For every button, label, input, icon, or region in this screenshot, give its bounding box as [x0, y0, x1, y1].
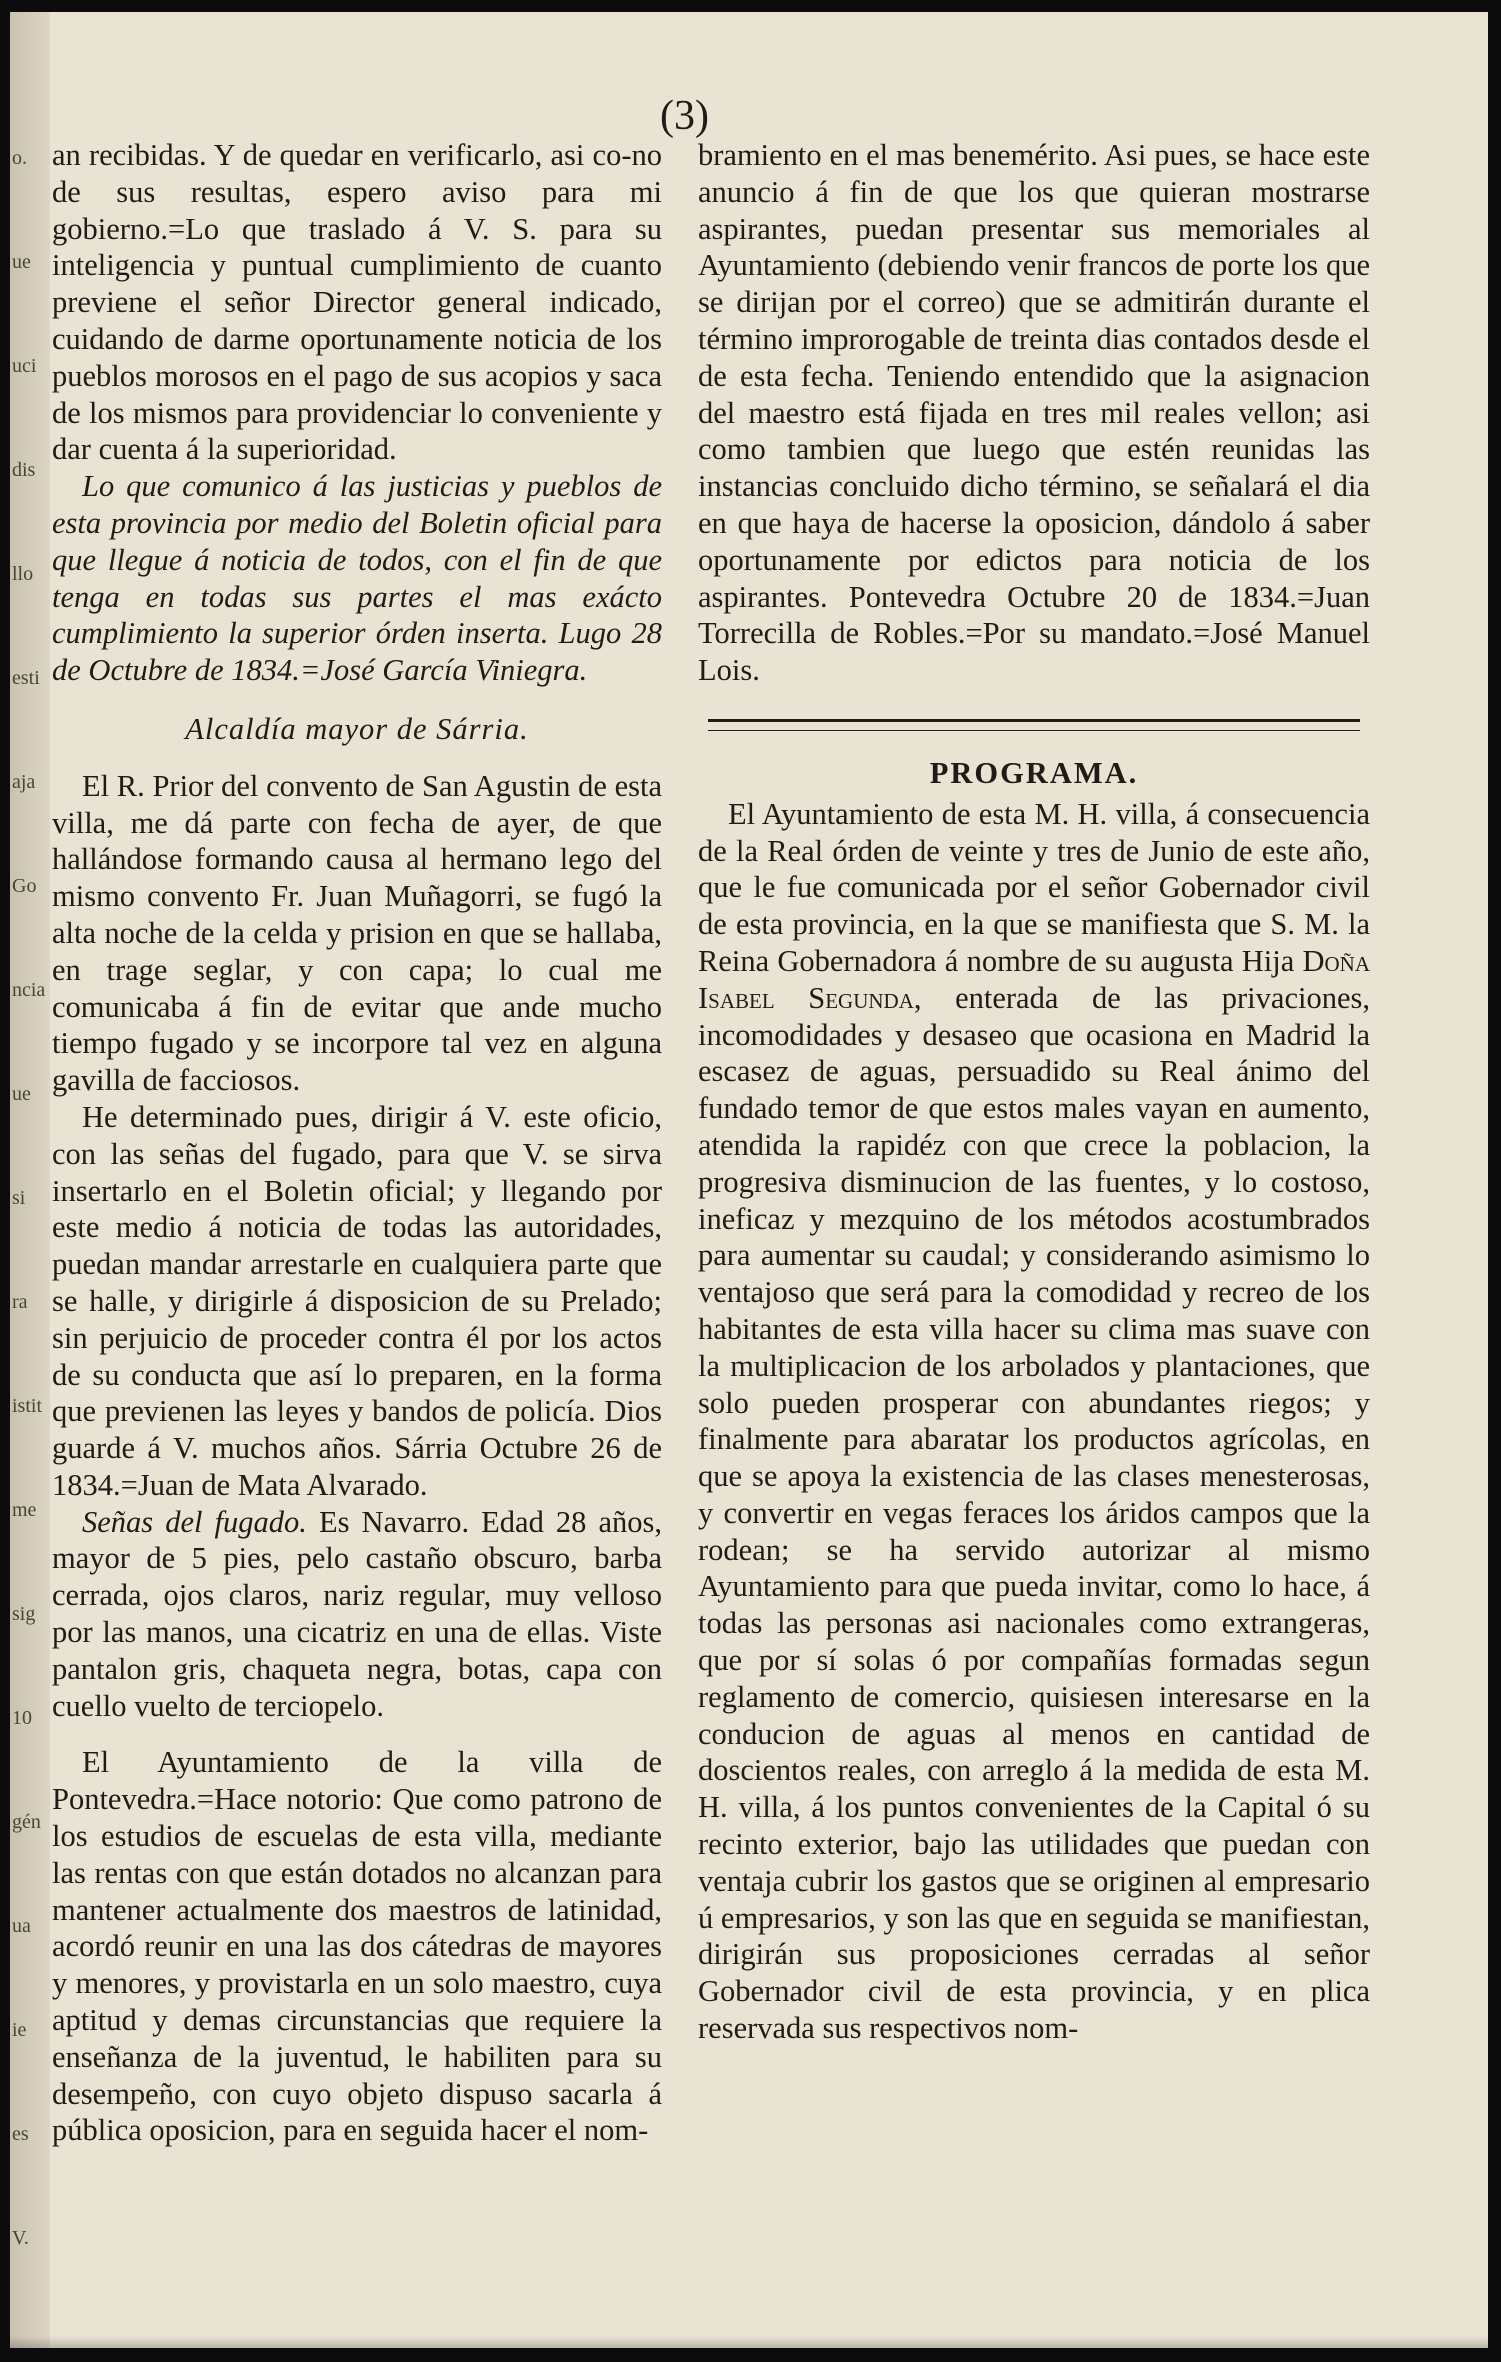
paragraph-continuation: bramiento en el mas benemérito. Asi pues, se hace este anuncio á fin de que los que quieran mostrarse aspirantes, puedan presentar sus memoriales al Ayuntamiento (debiendo venir francos de porte los que se dirijan por el correo) que se admitirán durante el término improrogable de treinta dias contados desde el de esta fecha. Teniendo entendido que la asignacion del maestro está fijada en tres mil reales vellon; asi como tambien que luego que estén reunidas las instancias concluido dicho término, se señalará el dia en que haya de hacerse la oposicion, dándolo á saber oportunamente por edictos para noticia de los aspirantes. Pontevedra Octubre 20 de 1834.=Juan Torrecilla de Robles.=Por su mandato.=José Manuel Lois. [698, 138, 1370, 688]
paragraph-order: He determinado pues, dirigir á V. este oficio, con las señas del fugado, para que V. se sirva insertarlo en el Boletin oficial; y llegando por este medio á noticia de todas las autoridades, puedan mandar arrestarle en cualquiera parte que se halle, y dirigirle á disposicion de su Prelado; sin perjuicio de proceder contra él por los actos de su conducta que así lo preparen, en la forma que previenen las leyes y bandos de policía. Dios guarde á V. muchos años. Sárria Octubre 26 de 1834.=Juan de Mata Alvarado. [52, 1099, 662, 1502]
program-text-rest: , enterada de las privaciones, incomodidades y desaseo que ocasiona en Madrid la escasez de aguas, persuadido su Real ánimo del fundado temor de que estos males vayan en aumento, atendida la rapidéz con que crece la poblacion, la progresiva disminucion de las fuentes, y lo costoso, ineficaz y mezquino de los métodos acostumbrados para aumentar su caudal; y considerando asimismo lo ventajoso que será para la comodidad y recreo de los habitantes de esta villa hacer su clima mas suave con la multiplicacion de los arbolados y plantaciones, que solo pueden prosperar con abundantes riegos; y finalmente para abaratar los productos agrícolas, en que se apoya la existencia de las clases menesterosas, y convertir en vegas feraces los áridos campos que la rodean; se ha servido autorizar al mismo Ayuntamiento para que pueda invitar, como lo hace, á todas las personas asi nacionales como extrangeras, que por sí solas ó por compañías formadas segun reglamento de comercio, quisiesen interesarse en la conducion de aguas al menos en cantidad de doscientos reales, con arreglo á la medida de esta M. H. villa, á los puntos convenientes de la Capital ó su recinto exterior, bajo las utilidades que puedan con ventaja cubrir los gastos que se originen al empresario ú empresarios, y son las que en seguida se manifiestan, dirigirán sus proposiciones cerradas al señor Gobernador civil de esta provincia, y en plica reservada sus respectivos nom- [698, 980, 1370, 2046]
margin-fragment: ncia [12, 979, 46, 1001]
margin-fragment: sig [12, 1603, 36, 1625]
description-text: Es Navarro. Edad 28 años, mayor de 5 pies, pelo castaño obscuro, barba cerrada, ojos claros, nariz regular, muy velloso por las manos, una cicatriz en una de ellas. Viste pantalon gris, chaqueta negra, botas, capa con cuello vuelto de terciopelo. [52, 1504, 662, 1723]
right-column [698, 137, 1370, 2047]
margin-fragment: esti [12, 667, 40, 689]
left-column [52, 137, 662, 2149]
program-title: PROGRAMA. [929, 755, 1139, 790]
document-page [10, 12, 1488, 2348]
margin-fragment: 10 [12, 1707, 32, 1729]
margin-fragment: Go [12, 875, 37, 897]
margin-fragment: uci [12, 355, 37, 377]
section-heading: Alcaldía mayor de Sárria. [185, 711, 529, 746]
margin-fragment: es [12, 2123, 29, 2145]
section-rule [708, 719, 1360, 731]
left-margin-gutter [10, 12, 50, 2348]
margin-fragment: V. [12, 2227, 29, 2249]
queen-name: Doña Isabel Segunda [698, 943, 1370, 1015]
description-label: Señas del fugado. [82, 1504, 307, 1539]
paragraph-continuation: an recibidas. Y de quedar en verificarlo, asi co-no de sus resultas, espero aviso para mi gobierno.=Lo que traslado á V. S. para su inteligencia y puntual cumplimiento de cuanto previene el señor Director general indicado, cuidando de darme oportunamente noticia de los pueblos morosos en el pago de sus acopios y saca de los mismos para providenciar lo conveniente y dar cuenta á la superioridad. [52, 138, 662, 467]
margin-fragment: ra [12, 1291, 28, 1313]
margin-fragment: o. [12, 147, 27, 169]
margin-fragment: ua [12, 1915, 31, 1937]
paragraph-report: El R. Prior del convento de San Agustin de esta villa, me dá parte con fecha de ayer, de que hallándose formando causa al hermano lego del mismo convento Fr. Juan Muñagorri, se fugó la alta noche de la celda y prision en que se hallaba, en trage seglar, y con capa; lo cual me comunicaba á fin de evitar que ande mucho tiempo fugado y se incorpore tal vez en alguna gavilla de facciosos. [52, 768, 662, 1098]
margin-fragment: llo [12, 563, 34, 585]
paragraph-announcement: El Ayuntamiento de la villa de Pontevedra.=Hace notorio: Que como patrono de los estudios de escuelas de esta villa, mediante las rentas con que están dotados no alcanzan para mantener actualmente dos maestros de latinidad, acordó reunir en una las dos cátedras de mayores y menores, y provistarla en un solo maestro, cuya aptitud y demas circunstancias que requiere la enseñanza de la juventud, le habiliten para su desempeño, con cuyo objeto dispuso sacarla á pública oposicion, para en seguida hacer el nom- [52, 1745, 662, 2148]
margin-fragment: aja [12, 771, 36, 793]
margin-fragment: ue [12, 1083, 31, 1105]
margin-fragment: me [12, 1499, 37, 1521]
margin-fragment: ie [12, 2019, 27, 2041]
page-bottom-shadow [10, 2336, 1488, 2348]
margin-fragment: ue [12, 251, 31, 273]
paragraph-description [52, 1504, 662, 1725]
margin-fragment: gén [12, 1811, 41, 1833]
margin-fragment: dis [12, 459, 36, 481]
margin-fragment: si [12, 1187, 26, 1209]
page-number: (3) [660, 93, 709, 139]
margin-fragment: istit [12, 1395, 43, 1417]
paragraph-program [698, 796, 1370, 2047]
paragraph-notice: Lo que comunico á las justicias y pueblos de esta provincia por medio del Boletin oficial para que llegue á noticia de todos, con el fin de que tenga en todas sus partes el mas exácto cumplimiento la superior órden inserta. Lugo 28 de Octubre de 1834.=José García Viniegra. [52, 469, 662, 688]
spacer [52, 1724, 662, 1744]
program-text-start: El Ayuntamiento de esta M. H. villa, á consecuencia de la Real órden de veinte y tres de Junio de este año, que le fue comunicada por el señor Gobernador civil de esta provincia, en la que se manifiesta que S. M. la Reina Gobernadora á nombre de su augusta Hija [698, 796, 1370, 978]
